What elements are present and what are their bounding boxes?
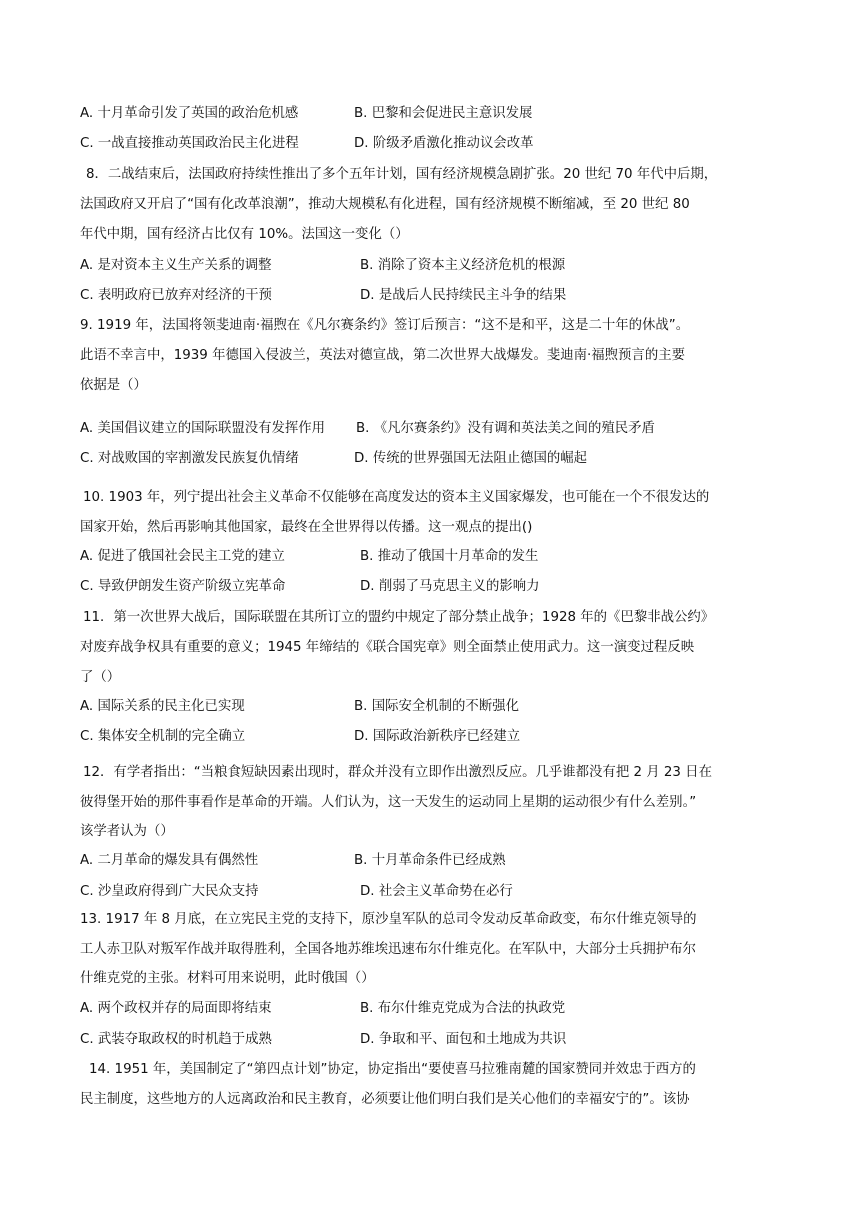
q10-option-d: D. 削弱了马克思主义的影响力: [360, 579, 540, 594]
q8-option-b: B. 消除了资本主义经济危机的根源: [360, 258, 566, 273]
q13-option-a: A. 两个政权并存的局面即将结束: [80, 1001, 272, 1016]
q12-option-d: D. 社会主义革命势在必行: [360, 884, 513, 899]
q11-stem-line: 11．第一次世界大战后，国际联盟在其所订立的盟约中规定了部分禁止战争；1928 年的《巴黎非战公约》: [83, 610, 715, 625]
q10-option-c: C. 导致伊朗发生资产阶级立宪革命: [80, 579, 286, 594]
q7-option-a: A. 十月革命引发了英国的政治危机感: [80, 106, 299, 121]
q9-stem-line: 依据是（）: [80, 378, 147, 393]
q7-option-d: D. 阶级矛盾激化推动议会改革: [354, 136, 534, 151]
q13-option-b: B. 布尔什维克党成为合法的执政党: [360, 1001, 566, 1016]
q13-stem-line: 工人赤卫队对叛军作战并取得胜利，全国各地苏维埃迅速布尔什维克化。在军队中，大部分士兵拥护布尔: [80, 942, 696, 957]
q8-option-c: C. 表明政府已放弃对经济的干预: [80, 288, 272, 303]
q11-option-b: B. 国际安全机制的不断强化: [354, 699, 519, 714]
q13-option-c: C. 武装夺取政权的时机趋于成熟: [80, 1032, 272, 1047]
q12-stem-line: 该学者认为（）: [80, 824, 174, 839]
q13-option-d: D. 争取和平、面包和土地成为共识: [360, 1032, 567, 1047]
q12-stem-line: 彼得堡开始的那件事看作是革命的开端。人们认为，这一天发生的运动同上星期的运动很少有什么差别。”: [80, 795, 697, 810]
q9-option-d: D. 传统的世界强国无法阻止德国的崛起: [354, 451, 588, 466]
q11-option-d: D. 国际政治新秩序已经建立: [354, 729, 521, 744]
q11-option-a: A. 国际关系的民主化已实现: [80, 699, 245, 714]
q13-stem-line: 什维克党的主张。材料可用来说明，此时俄国（）: [80, 971, 375, 986]
q10-option-a: A. 促进了俄国社会民主工党的建立: [80, 549, 285, 564]
q8-stem-line: 年代中期，国有经济占比仅有 10%。法国这一变化（）: [80, 227, 409, 242]
q14-stem-line: 民主制度，这些地方的人远离政治和民主教育，必须要让他们明白我们是关心他们的幸福安宁的”。该协: [80, 1092, 690, 1107]
q9-option-a: A. 美国倡议建立的国际联盟没有发挥作用: [80, 421, 326, 436]
q9-option-b: B. 《凡尔赛条约》没有调和英法美之间的殖民矛盾: [356, 421, 655, 436]
q10-option-b: B. 推动了俄国十月革命的发生: [360, 549, 539, 564]
q7-option-c: C. 一战直接推动英国政治民主化进程: [80, 136, 299, 151]
q11-stem-line: 了（）: [80, 670, 121, 685]
q9-option-c: C. 对战败国的宰割激发民族复仇情绪: [80, 451, 299, 466]
q11-option-c: C. 集体安全机制的完全确立: [80, 729, 246, 744]
q12-option-a: A. 二月革命的爆发具有偶然性: [80, 853, 259, 868]
q10-stem-line: 10. 1903 年，列宁提出社会主义革命不仅能够在高度发达的资本主义国家爆发，也可能在一个不很发达的: [83, 490, 710, 505]
q13-stem-line: 13. 1917 年 8 月底，在立宪民主党的支持下，原沙皇军队的总司令发动反革命政变，布尔什维克领导的: [80, 912, 697, 927]
q9-stem-line: 此语不幸言中，1939 年德国入侵波兰，英法对德宣战，第二次世界大战爆发。斐迪南·福煦预言的主要: [80, 348, 685, 363]
q9-stem-line: 9. 1919 年，法国将领斐迪南·福煦在《凡尔赛条约》签订后预言：“这不是和平，这是二十年的休战”。: [80, 318, 690, 333]
q8-stem-line: 法国政府又开启了“国有化改革浪潮”，推动大规模私有化进程，国有经济规模不断缩减，至 20 世纪 80: [80, 197, 690, 212]
q12-option-b: B. 十月革命条件已经成熟: [354, 853, 506, 868]
q10-stem-line: 国家开始，然后再影响其他国家，最终在全世界得以传播。这一观点的提出(): [80, 520, 533, 535]
q8-option-d: D. 是战后人民持续民主斗争的结果: [360, 288, 567, 303]
q8-stem-line: 8．二战结束后，法国政府持续性推出了多个五年计划，国有经济规模急剧扩张。20 世纪 70 年代中后期，: [86, 167, 718, 182]
q12-option-c: C. 沙皇政府得到广大民众支持: [80, 884, 259, 899]
q12-stem-line: 12．有学者指出：“当粮食短缺因素出现时，群众并没有立即作出激烈反应。几乎谁都没有把 2 月 23 日在: [83, 765, 712, 780]
q11-stem-line: 对废弃战争权具有重要的意义；1945 年缔结的《联合国宪章》则全面禁止使用武力。这一演变过程反映: [80, 640, 695, 655]
q8-option-a: A. 是对资本主义生产关系的调整: [80, 258, 272, 273]
q7-option-b: B. 巴黎和会促进民主意识发展: [354, 106, 533, 121]
q14-stem-line: 14. 1951 年，美国制定了“第四点计划”协定，协定指出“要使喜马拉雅南麓的国家赞同并效忠于西方的: [89, 1062, 696, 1077]
